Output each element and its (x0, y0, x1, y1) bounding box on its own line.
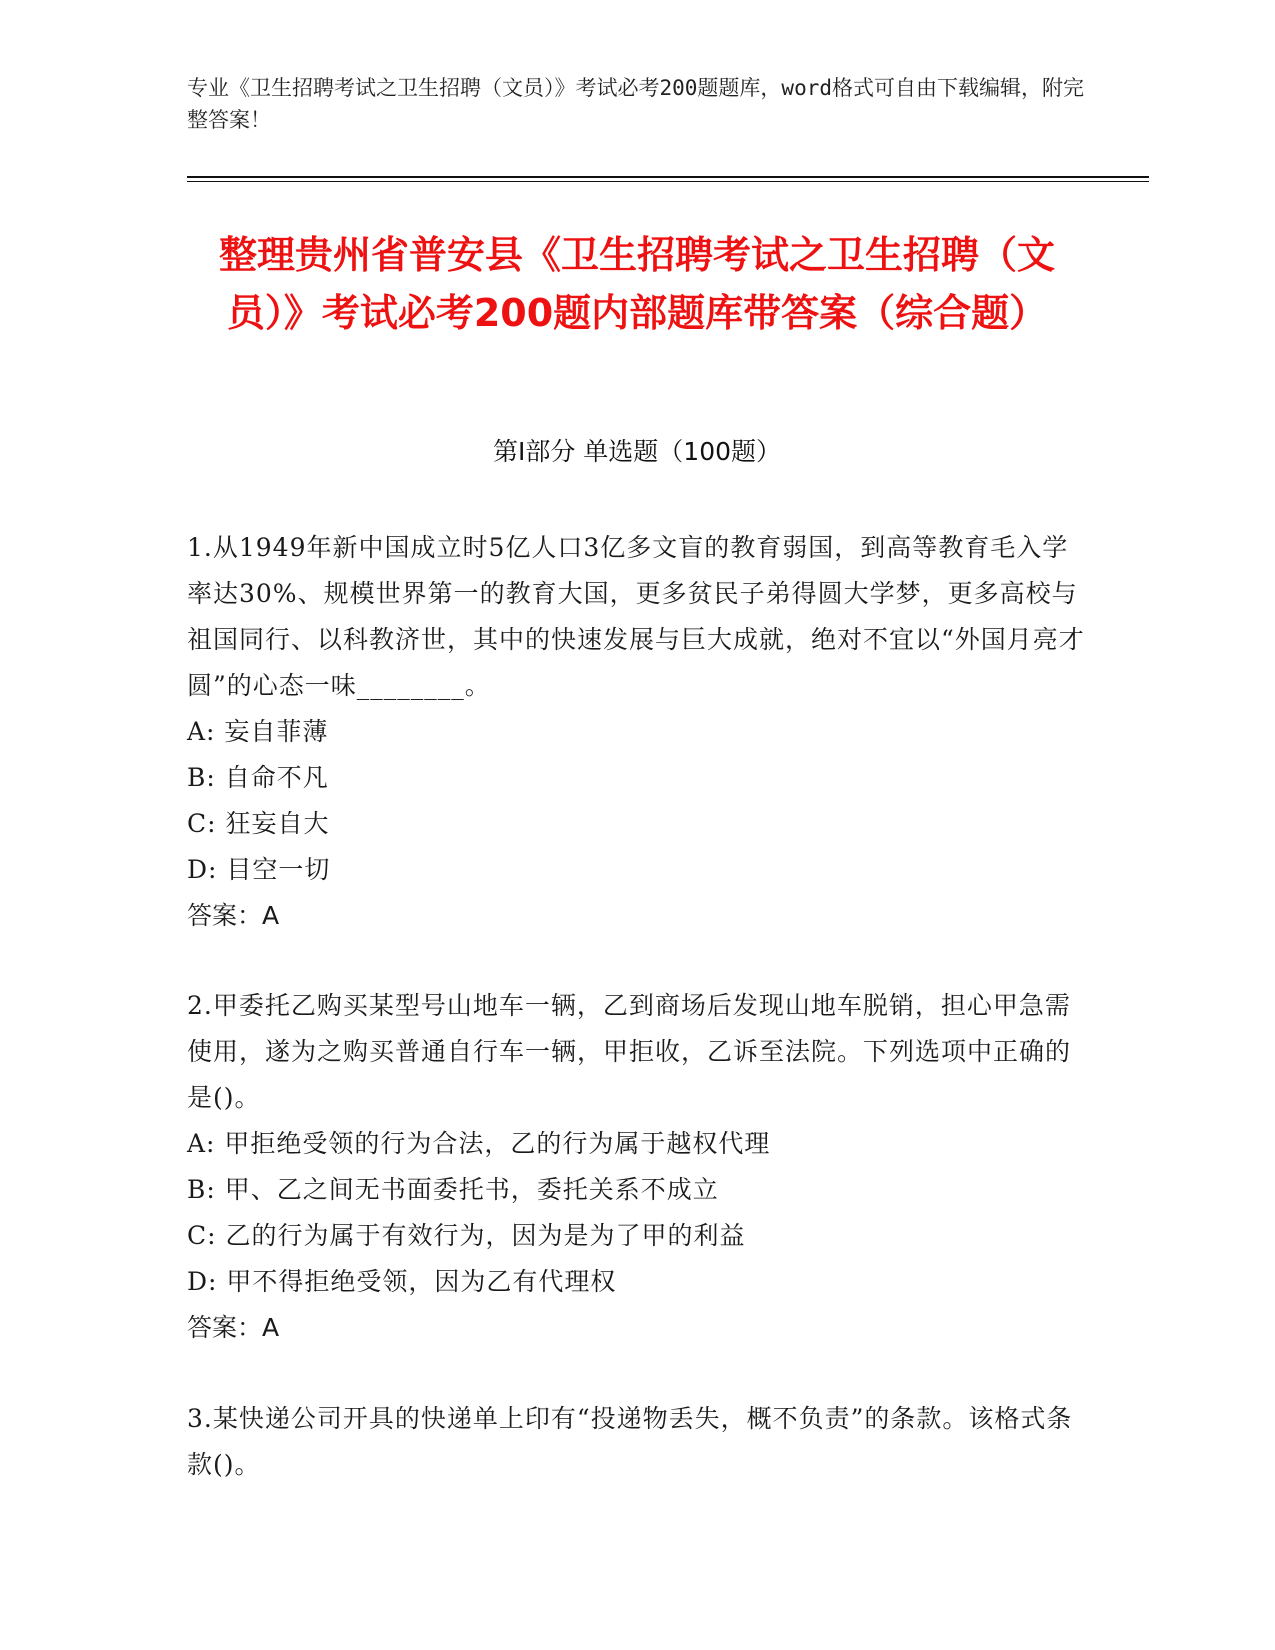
option-d: D: 目空一切 (187, 855, 331, 884)
answer: 答案：A (187, 901, 280, 930)
question-stem: 3.某快递公司开具的快递单上印有“投递物丢失，概不负责”的条款。该格式条款()。 (187, 1404, 1073, 1479)
question-stem: 1.从1949年新中国成立时5亿人口3亿多文盲的教育弱国，到高等教育毛入学率达30%、规模世界第一的教育大国，更多贫民子弟得圆大学梦，更多高校与祖国同行、以科教济世，其中的快速发展与巨大成就，绝对不宜以“外国月亮才圆”的心态一味________。 (187, 533, 1085, 700)
option-a: A: 甲拒绝受领的行为合法，乙的行为属于越权代理 (187, 1129, 771, 1158)
document-title: 整理贵州省普安县《卫生招聘考试之卫生招聘（文员）》考试必考200题内部题库带答案（综合题） (218, 233, 1055, 335)
option-c: C: 乙的行为属于有效行为，因为是为了甲的利益 (187, 1221, 746, 1250)
option-b: B: 甲、乙之间无书面委托书，委托关系不成立 (187, 1175, 719, 1204)
header-note: 专业《卫生招聘考试之卫生招聘（文员）》考试必考200题题库，word格式可自由下载编辑，附完整答案！ (187, 76, 1084, 132)
question-1 (187, 525, 1087, 939)
answer: 答案：A (187, 1313, 280, 1342)
option-b: B: 自命不凡 (187, 763, 329, 792)
section-title: 第Ⅰ部分 单选题（100题） (492, 437, 782, 466)
header-rule-thick (187, 176, 1149, 178)
question-3 (187, 1396, 1087, 1488)
header-rule-thin (187, 181, 1149, 182)
question-stem: 2.甲委托乙购买某型号山地车一辆，乙到商场后发现山地车脱销，担心甲急需使用，遂为之购买普通自行车一辆，甲拒收，乙诉至法院。下列选项中正确的是()。 (187, 991, 1072, 1112)
question-2 (187, 983, 1087, 1351)
option-a: A: 妄自菲薄 (187, 717, 329, 746)
option-d: D: 甲不得拒绝受领，因为乙有代理权 (187, 1267, 617, 1296)
option-c: C: 狂妄自大 (187, 809, 330, 838)
